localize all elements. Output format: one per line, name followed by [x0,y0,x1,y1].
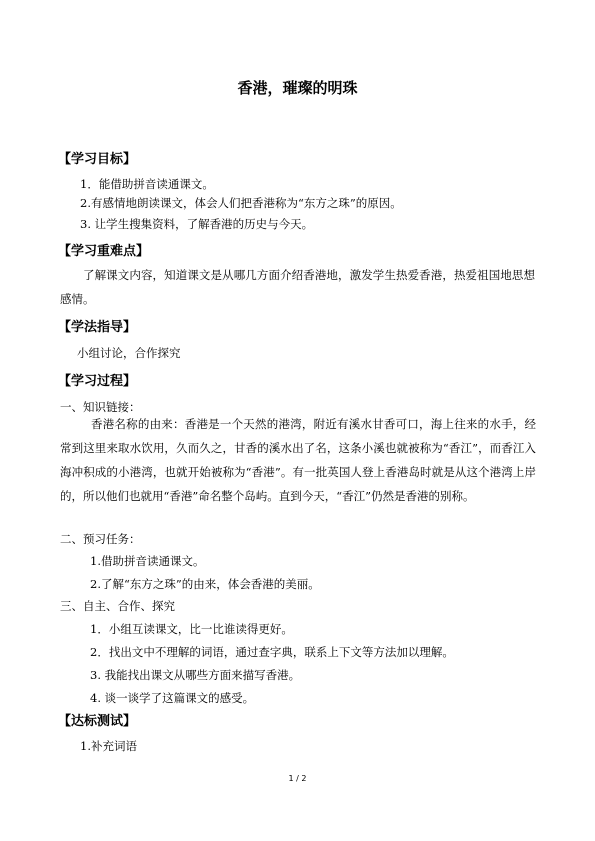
test-item-1: 1.补充词语 [80,739,137,753]
process-part3-item-3: 3. 我能找出课文从哪些方面来描写香港。 [90,668,301,682]
heading-keypoints: 【学习重难点】 [58,244,150,259]
heading-goals: 【学习目标】 [58,152,137,167]
process-part3-item-2: 2．找出文中不理解的词语，通过查字典，联系上下文等方法加以理解。 [90,645,454,659]
process-part1-text: 香港名称的由来：香港是一个天然的港湾，附近有溪水甘香可口，海上往来的水手，经常到这里来取水饮用，久而久之，甘香的溪水出了名，这条小溪也就被称为“香江”，而香江入海冲积成的小港湾，也就开始被称为“香港”。有一批英国人登上香港岛时就是从这个港湾上岸的，所以他们也就用“香港”命名整个岛屿。直到今天，“香江”仍然是香港的别称。 [60,417,536,503]
goal-item-2: 2.有感情地朗读课文，体会人们把香港称为“东方之珠”的原因。 [80,196,402,210]
goal-item-1: 1．能借助拼音读通课文。 [80,177,214,191]
keypoints-text: 了解课文内容，知道课文是从哪几方面介绍香港地，激发学生热爱香港，热爱祖国地思想感情。 [60,268,535,306]
method-text: 小组讨论，合作探究 [77,346,181,360]
process-part3-title: 三、自主、合作、探究 [60,599,175,613]
heading-test: 【达标测试】 [58,714,137,729]
process-part2-item-1: 1.借助拼音读通课文。 [90,554,205,568]
page-number: 1 / 2 [288,774,307,783]
process-part2-item-2: 2.了解“东方之珠”的由来，体会香港的美丽。 [90,577,320,591]
goal-item-3: 3. 让学生搜集资料，了解香港的历史与今天。 [80,217,314,231]
document-title: 香港，璀璨的明珠 [237,79,358,97]
process-part3-item-1: 1．小组互读课文，比一比谁读得更好。 [90,622,293,636]
heading-process: 【学习过程】 [58,374,137,389]
heading-method: 【学法指导】 [58,320,137,335]
process-part3-item-4: 4. 谈一谈学了这篇课文的感受。 [90,691,255,705]
process-part2-title: 二、预习任务： [60,532,141,546]
process-part1-title: 一、知识链接： [60,400,141,414]
